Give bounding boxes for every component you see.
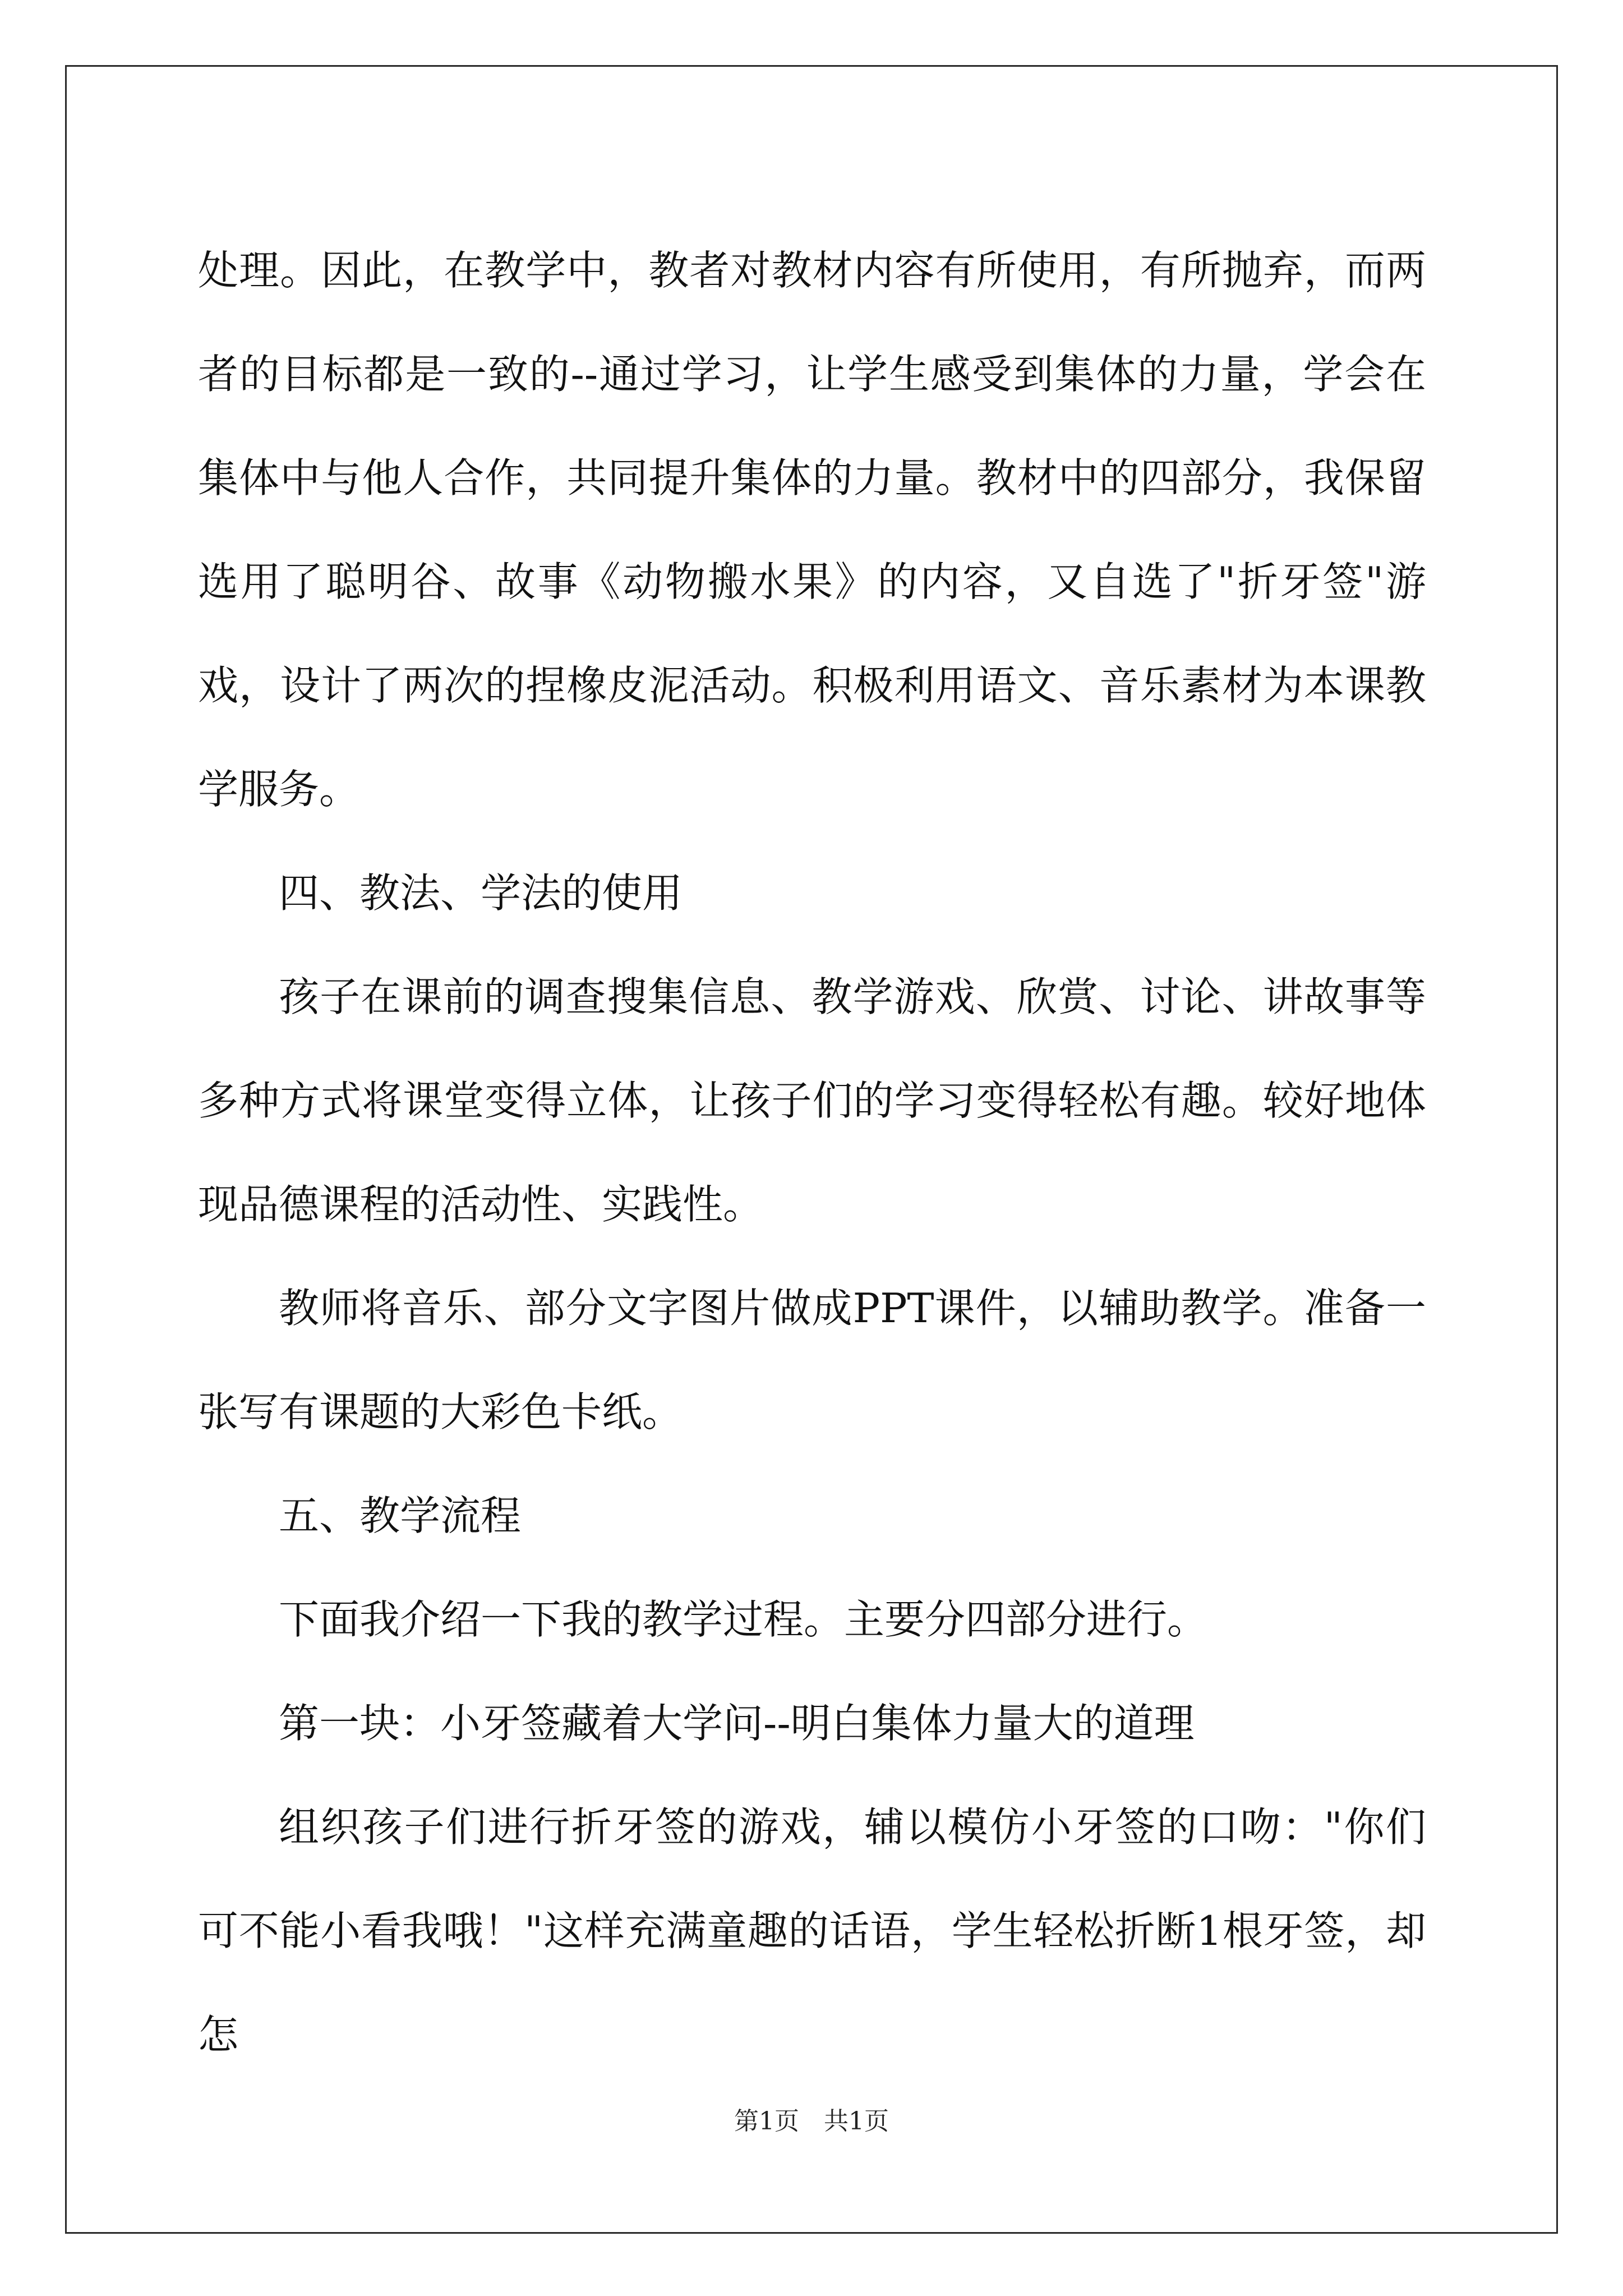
- paragraph-2-heading: 四、教法、学法的使用: [279, 869, 683, 917]
- paragraph-8: 组织孩子们进行折牙签的游戏，辅以模仿小牙签的口吻："你们可不能小看我哦！"这样充满童趣的话语，学生轻松折断1根牙签，却怎: [198, 1803, 1426, 2058]
- paragraph-4: 教师将音乐、部分文字图片做成PPT课件，以辅助教学。准备一张写有课题的大彩色卡纸。: [198, 1285, 1426, 1435]
- document-body: [198, 219, 1426, 2087]
- paragraph-6: 下面我介绍一下我的教学过程。主要分四部分进行。: [279, 1596, 1208, 1643]
- paragraph-3: 孩子在课前的调查搜集信息、教学游戏、欣赏、讨论、讲故事等多种方式将课堂变得立体，让孩子们的学习变得轻松有趣。较好地体现品德课程的活动性、实践性。: [198, 973, 1426, 1228]
- paragraph-1: 处理。因此，在教学中，教者对教材内容有所使用，有所抛弃，而两者的目标都是一致的--通过学习，让学生感受到集体的力量，学会在集体中与他人合作，共同提升集体的力量。教材中的四部分，我保留选用了聪明谷、故事《动物搬水果》的内容，又自选了"折牙签"游戏，设计了两次的捏橡皮泥活动。积极利用语文、音乐素材为本课教学服务。: [198, 247, 1426, 813]
- page-total: 共1页: [824, 2107, 889, 2136]
- page-footer: [0, 2101, 1623, 2137]
- paragraph-5-heading: 五、教学流程: [279, 1492, 522, 1539]
- paragraph-7-subheading: 第一块：小牙签藏着大学问--明白集体力量大的道理: [279, 1700, 1195, 1747]
- page-number: 第1页: [734, 2107, 799, 2136]
